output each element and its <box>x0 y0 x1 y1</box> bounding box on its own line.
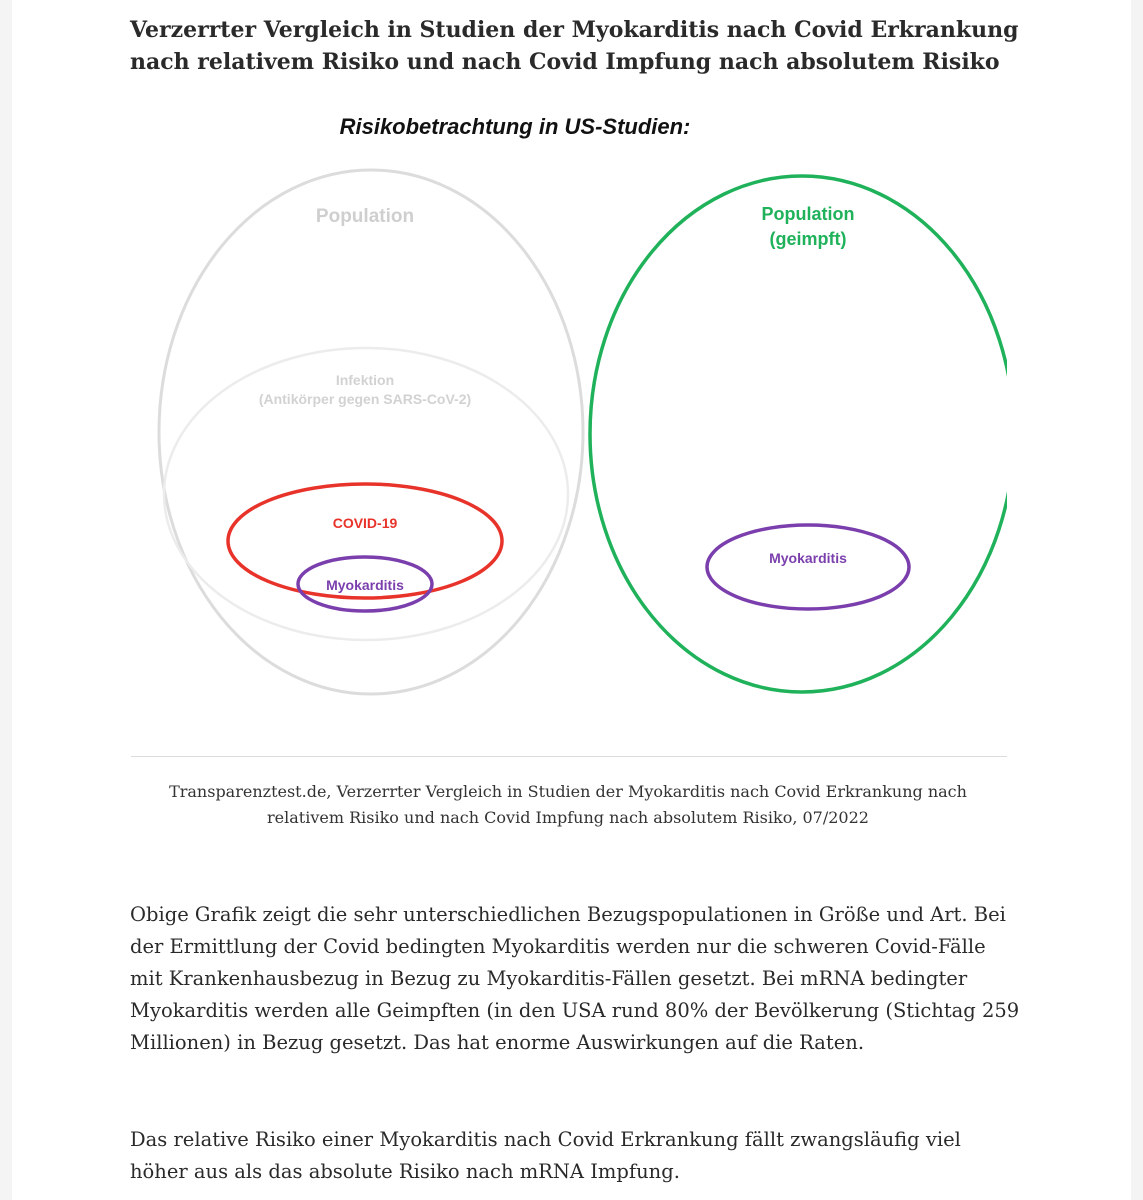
article-heading: Verzerrter Vergleich in Studien der Myokarditis nach Covid Erkrankung nach relativem Risiko und nach Covid Impfung nach absolutem Risiko <box>130 17 1019 75</box>
risk-diagram <box>131 96 1007 756</box>
infection-label: Infektion <box>335 372 395 388</box>
myokarditis-ellipse-right <box>707 525 909 609</box>
vaccinated-population-ellipse <box>590 176 1007 692</box>
vaccinated-population-label: Population <box>761 204 855 224</box>
risk-diagram-figure <box>131 96 1007 757</box>
figure-caption: Transparenztest.de, Verzerrter Vergleich in Studien der Myokarditis nach Covid Erkrankung nach relativem Risiko und nach Covid Impfung nach absolutem Risiko, 07/2022 <box>169 782 967 827</box>
population-ellipse <box>159 170 583 694</box>
covid-label: COVID-19 <box>332 515 398 531</box>
diagram-title: Risikobetrachtung in US-Studien: <box>339 114 691 139</box>
body-paragraph-1: Obige Grafik zeigt die sehr unterschiedlichen Bezugspopulationen in Größe und Art. Bei der Ermittlung der Covid bedingten Myokarditis werden nur die schweren Covid-Fälle mit Krankenhausbezug in Bezug zu Myokarditis-Fällen gesetzt. Bei mRNA bedingter Myokarditis werden alle Geimpften (in den USA rund 80% der Bevölkerung (Stichtag 259 Millionen) in Bezug gesetzt. Das hat enorme Auswirkungen auf die Raten. <box>130 903 1020 1054</box>
myokarditis-label-left: Myokarditis <box>326 577 404 593</box>
article-page <box>12 0 1131 1200</box>
population-label: Population <box>315 206 415 227</box>
vaccinated-population-sublabel: (geimpft) <box>769 229 847 249</box>
myokarditis-label-right: Myokarditis <box>769 550 847 566</box>
body-paragraph-2: Das relative Risiko einer Myokarditis nach Covid Erkrankung fällt zwangsläufig viel höher aus als das absolute Risiko nach mRNA Impfung. <box>130 1128 961 1183</box>
infection-sublabel: (Antikörper gegen SARS-CoV-2) <box>258 391 472 407</box>
